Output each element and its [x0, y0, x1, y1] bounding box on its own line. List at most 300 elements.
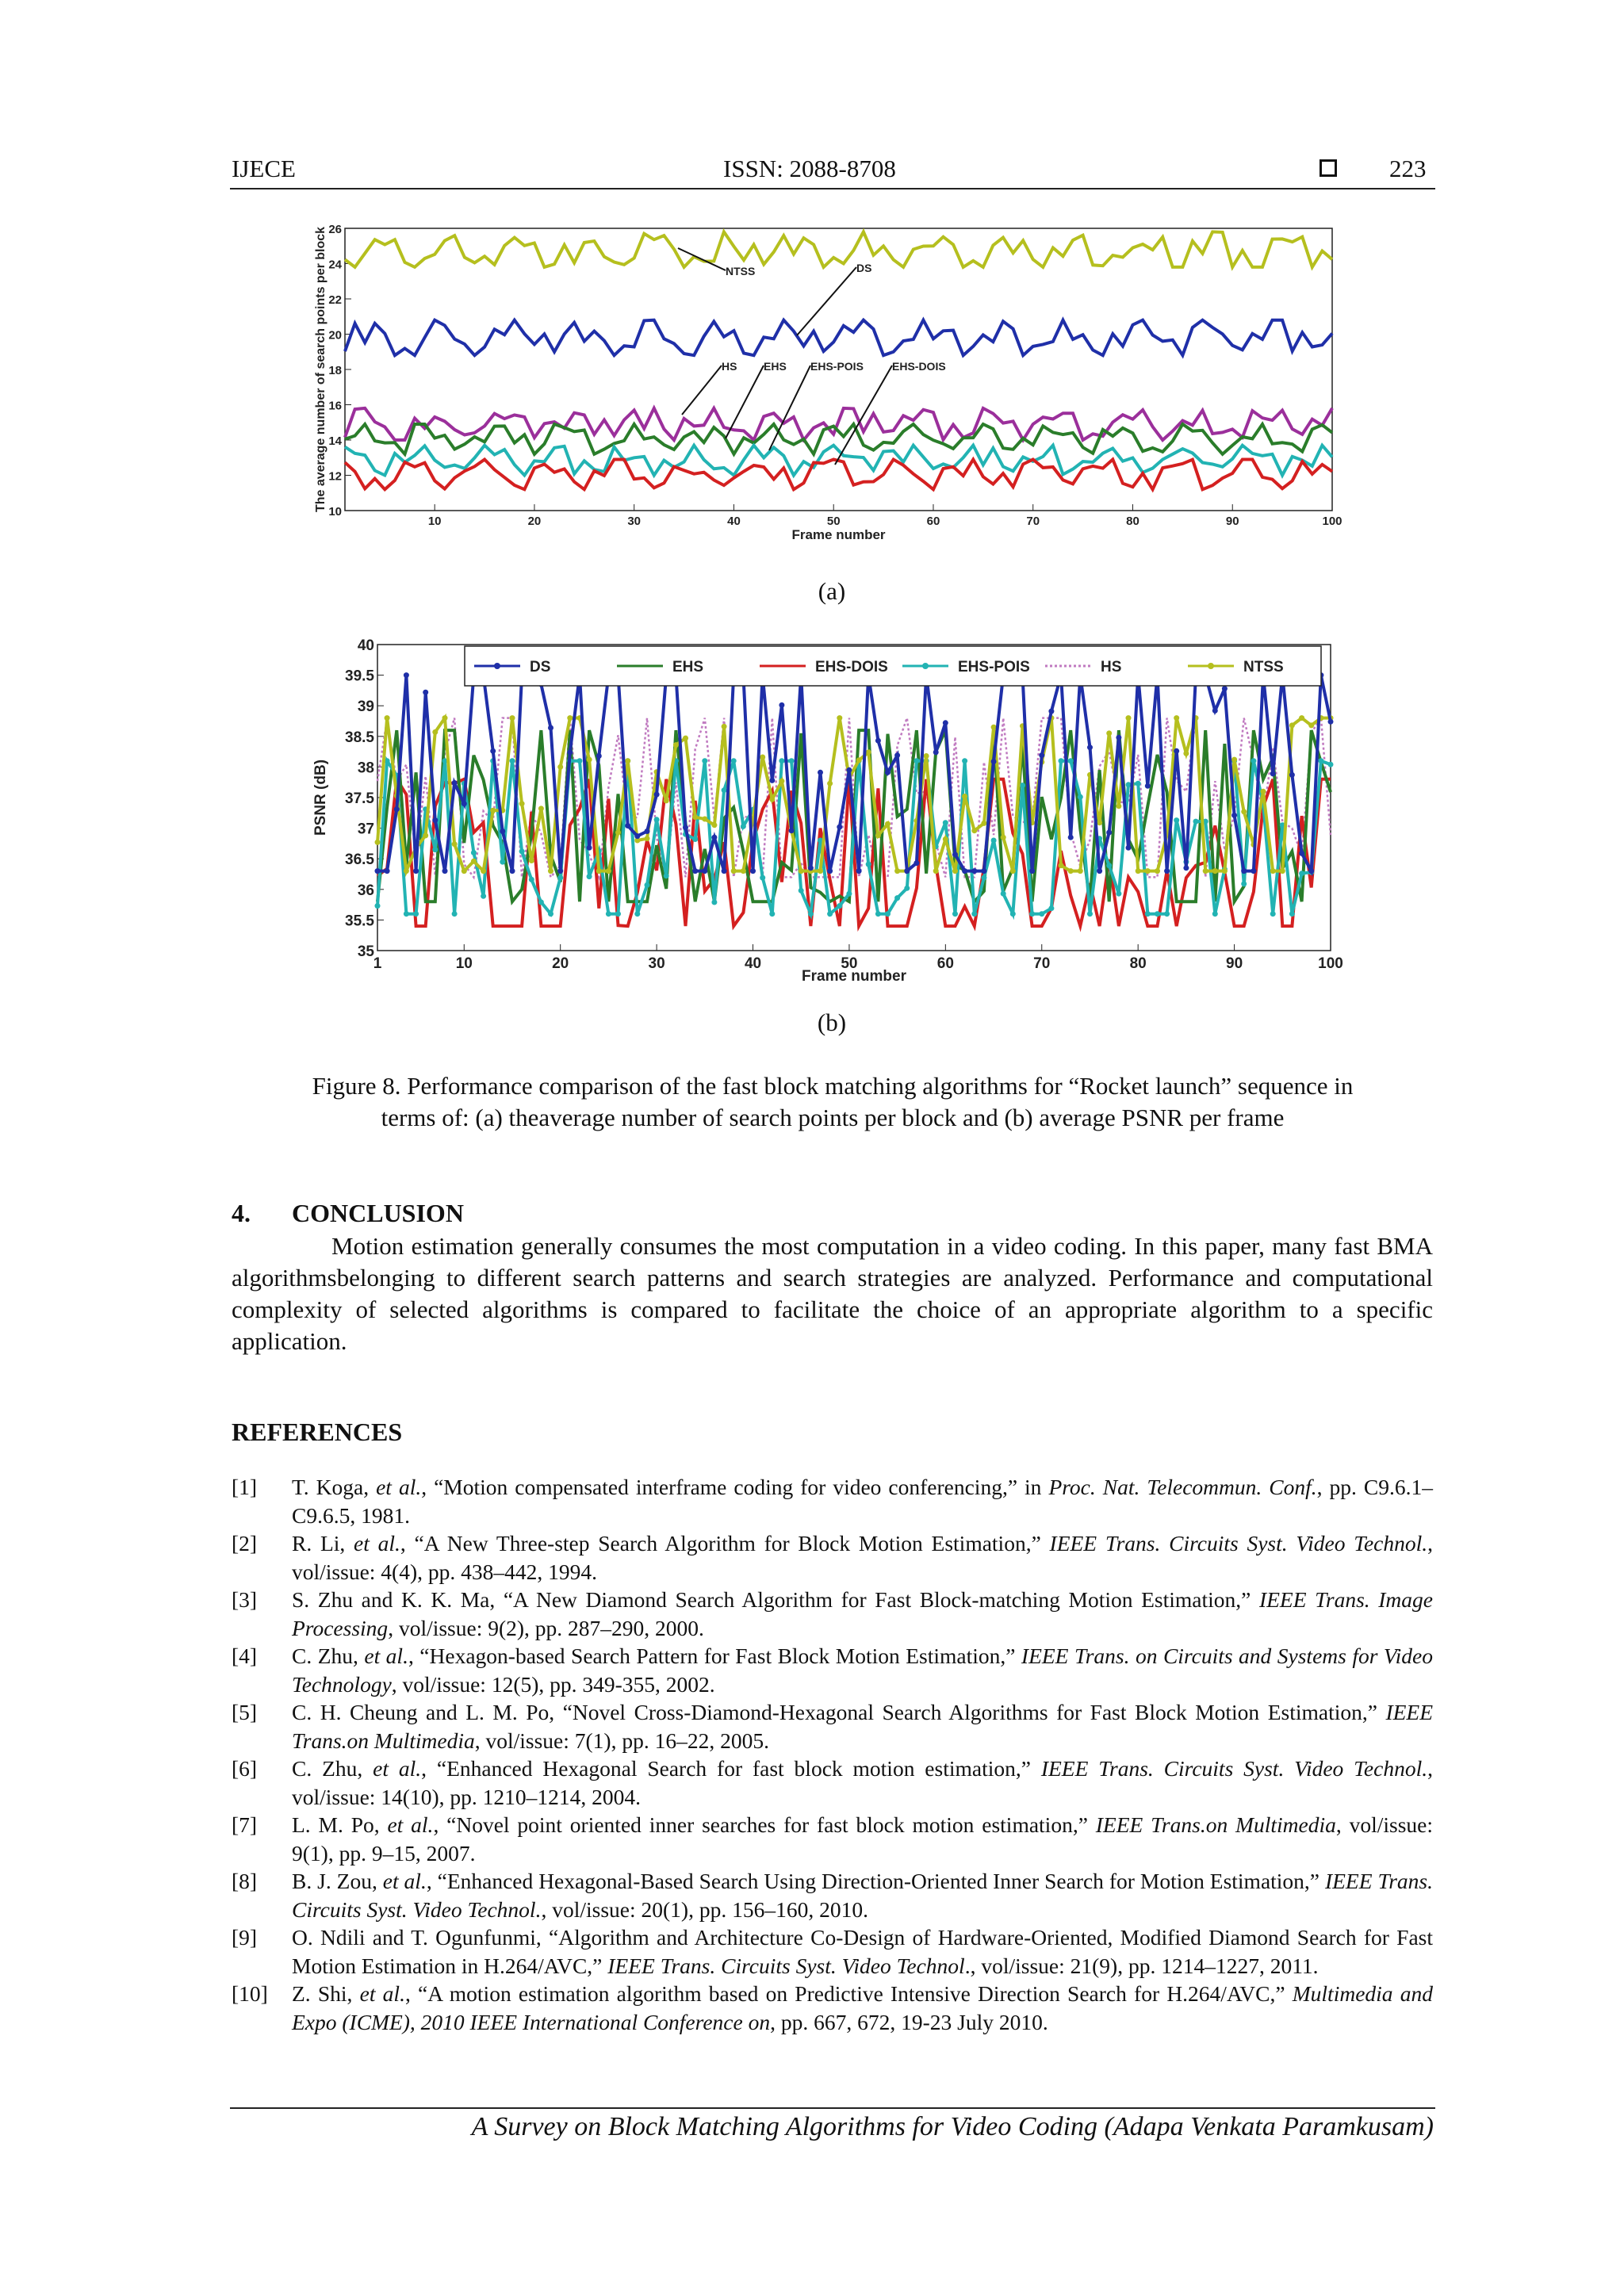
data-point-ds [933, 749, 939, 755]
data-point-ds [654, 792, 660, 798]
reference-number: [2] [232, 1531, 258, 1556]
x-tick-label: 100 [1322, 515, 1342, 528]
footer-title: A Survey on Block Matching Algorithms for Video Coding (Adapa Venkata Paramkusam) [471, 2112, 1434, 2141]
data-point-ds [1174, 748, 1179, 754]
x-tick-label: 20 [552, 955, 569, 972]
data-point-ehs-pois [615, 911, 621, 916]
data-point-ds [1068, 835, 1074, 840]
data-point-ntss [538, 806, 544, 811]
data-point-ntss [404, 868, 409, 874]
data-point-ds [1048, 709, 1054, 714]
x-tick-label: 10 [427, 515, 442, 528]
data-point-ntss [1231, 757, 1237, 763]
y-tick-label: 24 [328, 258, 342, 272]
footer-rule [230, 2107, 1435, 2109]
section-number: 4. [232, 1199, 251, 1227]
reference-number: [1] [232, 1475, 258, 1499]
data-point-ehs-pois [1164, 911, 1170, 916]
data-point-ntss [711, 822, 717, 828]
reference-item [232, 1923, 1433, 1980]
data-point-ds [625, 823, 630, 828]
data-point-ntss [510, 715, 515, 721]
data-point-ds [1126, 845, 1132, 851]
data-point-ntss [1222, 868, 1228, 874]
x-tick-label: 60 [926, 515, 940, 528]
reference-text: C. H. Cheung and L. M. Po, “Novel Cross-Diamond-Hexagonal Search Algorithms for Fast Block Motion Estimation,” [292, 1700, 1386, 1724]
data-point-ds [596, 753, 602, 759]
data-point-ds [1087, 744, 1093, 750]
section-title: CONCLUSION [292, 1199, 464, 1227]
data-point-ntss [1270, 868, 1276, 874]
data-point-ntss [567, 715, 573, 721]
data-point-ntss [731, 868, 737, 874]
data-point-ds [500, 828, 505, 834]
data-point-ds [991, 759, 997, 764]
x-tick-label: 80 [1129, 955, 1147, 972]
data-point-ehs-pois [1136, 781, 1141, 786]
data-point-ntss [462, 868, 467, 874]
conclusion-body: Motion estimation generally consumes the most computation in a video coding. In this paper, many fast BMA algorithmsbelonging to different search patterns and search strategies are analyzed. Performance and computational complexity of selected algorithms is compared to facilitate the choice of an appropriate algorithm to a specific application. [232, 1232, 1433, 1355]
x-tick-label: 40 [727, 515, 741, 528]
reference-item [232, 1642, 1433, 1698]
data-point-ehs-pois [1039, 911, 1044, 916]
x-tick-label: 90 [1226, 955, 1243, 972]
square-bullet-icon [1320, 159, 1337, 177]
data-point-ehs-pois [1001, 891, 1006, 897]
reference-item [232, 1980, 1433, 2036]
data-point-ds [856, 868, 862, 874]
data-point-ds [1270, 771, 1276, 776]
legend-marker [922, 663, 929, 669]
data-point-ntss [1241, 809, 1247, 814]
annotation-label: NTSS [726, 265, 756, 277]
data-point-ds [1116, 735, 1121, 740]
reference-italic-text: IEEE Trans. Circuits Syst. Video Technol. [1040, 1756, 1428, 1781]
reference-number: [6] [232, 1756, 258, 1781]
reference-item [232, 1867, 1433, 1923]
data-point-ehs-pois [789, 758, 795, 763]
data-point-ds [914, 860, 919, 866]
x-tick-label: 10 [455, 955, 473, 972]
y-tick-label: 39.5 [345, 668, 374, 685]
data-point-ntss [943, 836, 948, 842]
data-point-ntss [924, 753, 929, 759]
data-point-ehs-pois [664, 873, 669, 878]
data-point-ntss [933, 868, 939, 874]
data-point-ehs-pois [1193, 819, 1199, 825]
data-point-ds [1289, 772, 1295, 778]
data-point-ntss [1280, 868, 1285, 874]
data-point-ds [683, 825, 688, 830]
reference-item [232, 1811, 1433, 1867]
figure-sublabel-b: (b) [817, 1008, 847, 1036]
reference-list [232, 1473, 1433, 2036]
data-point-ds [1212, 708, 1218, 714]
data-point-ehs-pois [808, 911, 814, 916]
data-point-ehs-pois [606, 911, 611, 916]
data-point-ds [452, 780, 458, 786]
legend-label: EHS-DOIS [815, 659, 888, 675]
data-point-ntss [875, 832, 881, 838]
data-point-ehs-pois [904, 886, 910, 891]
data-point-ds [645, 828, 650, 834]
references-heading: REFERENCES [232, 1418, 403, 1446]
data-point-ntss [442, 715, 448, 721]
reference-number: [10] [232, 1981, 268, 2006]
x-tick-label: 100 [1318, 955, 1343, 972]
data-point-ntss [375, 840, 381, 845]
data-point-ds [1251, 868, 1256, 874]
data-point-ds [952, 851, 958, 857]
data-point-ehs-pois [760, 875, 765, 881]
data-point-ehs-pois [885, 911, 891, 916]
data-point-ntss [1068, 868, 1074, 874]
reference-italic-text: IEEE Trans. Image Processing [292, 1587, 1433, 1640]
data-point-ntss [548, 868, 553, 874]
x-tick-label: 40 [744, 955, 762, 972]
legend-label: EHS-POIS [958, 659, 1030, 675]
y-axis-label: PSNR (dB) [312, 759, 329, 836]
data-point-ehs-pois [577, 758, 583, 763]
reference-text: T. Koga, [292, 1475, 377, 1499]
data-point-ehs-pois [413, 911, 419, 916]
data-point-ds [943, 720, 948, 725]
reference-text: , “Novel point oriented inner searches for fast block motion estimation,” [433, 1812, 1096, 1837]
data-point-ntss [1097, 820, 1102, 825]
data-point-ds [769, 778, 775, 783]
y-tick-label: 20 [328, 328, 342, 342]
reference-italic-text: et al. [376, 1475, 422, 1499]
data-point-ehs-pois [1048, 905, 1054, 911]
data-point-ds [375, 868, 381, 874]
data-point-ehs-pois [1106, 863, 1112, 868]
legend-marker [1208, 663, 1214, 669]
data-point-ntss [894, 868, 900, 874]
data-point-ehs-pois [1087, 911, 1093, 916]
x-tick-label: 1 [373, 955, 382, 972]
legend-label: EHS [672, 659, 704, 675]
y-tick-label: 35 [357, 943, 374, 960]
data-point-ehs-pois [1289, 911, 1295, 916]
reference-text: , vol/issue: 7(1), pp. 16–22, 2005. [474, 1728, 769, 1753]
data-point-ehs-pois [692, 836, 698, 842]
data-point-ntss [1261, 789, 1266, 794]
data-point-ehs-pois [866, 862, 871, 867]
data-point-ntss [981, 821, 986, 826]
data-point-ehs-pois [991, 838, 997, 844]
data-point-ds [818, 770, 823, 775]
data-point-ehs-pois [837, 903, 842, 909]
reference-item [232, 1755, 1433, 1811]
data-point-ds [846, 767, 852, 773]
reference-item [232, 1698, 1433, 1755]
data-point-ntss [557, 764, 563, 770]
data-point-ehs-pois [1328, 762, 1334, 767]
y-axis-label: The average number of search points per block [314, 226, 327, 513]
data-point-ntss [1203, 868, 1208, 874]
data-point-ds [548, 725, 553, 731]
data-point-ehs-pois [1078, 794, 1083, 800]
data-point-ehs-pois [769, 911, 775, 916]
data-point-ntss [606, 868, 611, 874]
data-point-ds [557, 868, 563, 874]
reference-text: , pp. 667, 672, 19-23 July 2010. [770, 2009, 1048, 2034]
legend-label: HS [1101, 659, 1122, 675]
reference-italic-text: IEEE Trans. on Circuits and Systems for Video Technology [292, 1644, 1433, 1697]
reference-italic-text: IEEE Trans. Circuits Syst. Video Technol. [1049, 1531, 1428, 1556]
data-point-ds [634, 833, 640, 839]
data-point-ds [808, 865, 814, 871]
data-point-ntss [519, 801, 525, 806]
data-point-ehs-pois [510, 758, 515, 763]
data-point-ntss [818, 868, 823, 874]
data-point-ds [779, 702, 784, 708]
data-point-ds [413, 868, 419, 874]
data-point-ntss [432, 729, 438, 735]
data-point-ds [971, 868, 977, 874]
y-tick-label: 39 [357, 698, 374, 716]
data-point-ehs-pois [846, 891, 852, 897]
y-tick-label: 35.5 [345, 913, 374, 930]
reference-text: , vol/issue: 9(2), pp. 287–290, 2000. [388, 1615, 704, 1640]
data-point-ehs-pois [894, 895, 900, 901]
data-point-ntss [722, 724, 727, 729]
x-tick-label: 50 [826, 515, 841, 528]
y-tick-label: 26 [328, 223, 342, 236]
data-point-ntss [702, 817, 707, 822]
data-point-ehs-pois [1241, 881, 1247, 886]
data-point-ntss [837, 715, 842, 721]
data-point-ehs-pois [779, 758, 784, 763]
data-point-ehs-pois [711, 900, 717, 905]
x-tick-label: 20 [527, 515, 542, 528]
data-point-ntss [490, 808, 496, 813]
reference-item [232, 1529, 1433, 1586]
reference-italic-text: Proc. Nat. Telecommun. Conf. [1048, 1475, 1317, 1499]
x-tick-label: 60 [936, 955, 954, 972]
reference-text: R. Li, [292, 1531, 354, 1556]
data-point-ntss [452, 841, 458, 847]
data-point-ds [1145, 783, 1151, 789]
data-point-ehs-pois [1145, 911, 1151, 916]
x-axis-label: Frame number [802, 968, 906, 985]
data-point-ds [702, 868, 707, 874]
data-point-ehs-pois [981, 875, 986, 881]
caption-line-1: Figure 8. Performance comparison of the fast block matching algorithms for “Rocket launch” sequence in [312, 1072, 1354, 1100]
data-point-ntss [1174, 715, 1179, 721]
data-point-ds [1183, 865, 1189, 871]
y-tick-label: 12 [328, 469, 342, 484]
reference-text: C. Zhu, [292, 1644, 365, 1668]
data-point-ntss [423, 832, 428, 838]
data-point-ntss [971, 828, 977, 833]
data-point-ehs-pois [452, 911, 458, 916]
data-point-ehs-pois [471, 850, 477, 855]
data-point-ds [510, 868, 515, 874]
reference-text: , “Hexagon-based Search Pattern for Fast Block Motion Estimation,” [408, 1644, 1021, 1668]
data-point-ehs-pois [654, 817, 660, 822]
annotation-label: DS [856, 262, 872, 274]
data-point-ehs-pois [722, 787, 727, 793]
data-point-ehs-pois [741, 824, 746, 829]
reference-text: , vol/issue: 9(1), pp. 9–15, 2007. [292, 1812, 1433, 1866]
data-point-ntss [1145, 868, 1151, 874]
data-point-ntss [1183, 751, 1189, 756]
data-point-ds [1164, 868, 1170, 874]
issn: ISSN: 2088-8708 [723, 155, 896, 182]
y-tick-label: 22 [328, 293, 342, 307]
data-point-ehs-pois [1068, 758, 1074, 763]
data-point-ehs-pois [587, 874, 592, 879]
data-point-ehs-pois [1212, 911, 1218, 916]
x-tick-label: 30 [627, 515, 642, 528]
data-point-ehs-pois [827, 911, 833, 916]
data-point-ntss [664, 798, 669, 803]
data-point-ntss [625, 758, 630, 763]
reference-text: , vol/issue: 4(4), pp. 438–442, 1994. [292, 1531, 1434, 1584]
data-point-ds [394, 806, 400, 812]
y-tick-label: 36 [357, 882, 374, 899]
data-point-ds [837, 825, 842, 830]
reference-italic-text: IEEE Trans.on Multimedia [292, 1700, 1433, 1753]
caption-line-2: terms of: (a) theaverage number of search points per block and (b) average PSNR per frame [381, 1104, 1285, 1131]
data-point-ds [385, 868, 390, 874]
y-tick-label: 40 [357, 637, 374, 654]
data-point-ds [1231, 813, 1237, 818]
data-point-ds [981, 868, 986, 874]
data-point-ehs-pois [731, 758, 737, 763]
page-number: 223 [1389, 155, 1427, 182]
data-point-ntss [673, 742, 679, 748]
data-point-ds [904, 868, 910, 874]
y-tick-label: 38.5 [345, 729, 374, 746]
legend-label: DS [530, 659, 551, 675]
data-point-ntss [481, 868, 486, 874]
reference-text: , “A motion estimation algorithm based on Predictive Intensive Direction Search for H.264/AVC,” [404, 1981, 1293, 2006]
data-point-ehs-pois [914, 758, 919, 763]
x-tick-label: 50 [841, 955, 858, 972]
conclusion-heading [232, 1199, 464, 1228]
reference-text: L. M. Po, [292, 1812, 388, 1837]
data-point-ntss [1308, 722, 1314, 728]
annotation-label: EHS-DOIS [892, 360, 946, 373]
x-tick-label: 80 [1126, 515, 1139, 528]
data-point-ds [750, 868, 756, 874]
data-point-ntss [1106, 730, 1112, 736]
annotation-label: HS [722, 360, 737, 373]
y-tick-label: 36.5 [345, 851, 374, 869]
data-point-ds [404, 672, 409, 678]
data-point-ds [1097, 868, 1102, 874]
chart-b [301, 630, 1364, 985]
data-point-ds [885, 770, 891, 775]
reference-text: , vol/issue: 14(10), pp. 1210–1214, 2004. [292, 1756, 1433, 1809]
data-point-ntss [962, 794, 967, 799]
annotation-label: EHS [764, 360, 787, 373]
data-point-ds [827, 868, 833, 874]
data-point-ntss [760, 755, 765, 760]
legend-label: NTSS [1243, 659, 1284, 675]
data-point-ehs-pois [702, 758, 707, 763]
data-point-ntss [529, 858, 534, 863]
y-tick-label: 10 [328, 505, 342, 519]
y-tick-label: 37.5 [345, 790, 374, 807]
data-point-ehs-pois [548, 911, 553, 916]
data-point-ntss [1001, 835, 1006, 840]
data-point-ds [875, 738, 881, 744]
figure-caption [238, 1070, 1427, 1134]
data-point-ntss [471, 859, 477, 864]
reference-italic-text: IEEE Trans. Circuits Syst. Video Technol. [292, 1869, 1433, 1922]
figure-sublabel-a: (a) [818, 577, 846, 605]
data-point-ds [1299, 851, 1304, 856]
data-point-ds [423, 690, 428, 695]
data-point-ntss [779, 779, 784, 784]
x-tick-label: 90 [1225, 515, 1239, 528]
reference-italic-text: Multimedia and Expo (ICME), 2010 IEEE International Conference on [292, 1981, 1433, 2034]
data-point-ntss [615, 830, 621, 836]
data-point-ds [692, 868, 698, 874]
reference-text: , “Enhanced Hexagonal-Based Search Using Direction-Oriented Inner Search for Motion Estimation,” [426, 1869, 1325, 1893]
data-point-ntss [1212, 868, 1218, 874]
data-point-ntss [683, 736, 688, 741]
reference-text: B. J. Zou, [292, 1869, 383, 1893]
data-point-ehs-pois [519, 848, 525, 854]
data-point-ntss [1078, 868, 1083, 874]
data-point-ds [1106, 830, 1112, 836]
data-point-ntss [385, 715, 390, 721]
data-point-ds [1328, 719, 1334, 725]
data-point-ehs-pois [529, 877, 534, 882]
legend-marker [494, 663, 500, 669]
data-point-ehs-pois [1010, 911, 1016, 916]
data-point-ntss [1126, 715, 1132, 721]
data-point-ehs-pois [875, 911, 881, 916]
x-axis-label: Frame number [791, 527, 886, 542]
y-tick-label: 16 [328, 399, 342, 413]
reference-text: C. Zhu, [292, 1756, 373, 1781]
reference-item [232, 1473, 1433, 1529]
reference-italic-text: IEEE Trans.on Multimedia [1095, 1812, 1336, 1837]
data-point-ehs-pois [538, 900, 544, 905]
data-point-ntss [856, 757, 862, 763]
data-point-ehs-pois [500, 859, 505, 865]
data-point-ntss [769, 797, 775, 802]
x-tick-label: 30 [648, 955, 665, 972]
data-point-ds [442, 868, 448, 874]
data-point-ds [432, 817, 438, 823]
data-point-ntss [991, 725, 997, 730]
y-tick-label: 38 [357, 760, 374, 777]
data-point-ntss [1010, 868, 1016, 874]
data-point-ds [1039, 752, 1044, 758]
data-point-ehs-pois [952, 911, 958, 916]
data-point-ehs-pois [1270, 911, 1276, 916]
data-point-ehs-pois [432, 847, 438, 852]
data-point-ds [789, 828, 795, 833]
reference-item [232, 1586, 1433, 1642]
data-point-ntss [1059, 863, 1064, 868]
data-point-ntss [1289, 722, 1295, 728]
data-point-ntss [1116, 803, 1121, 809]
data-point-ehs-pois [404, 911, 409, 916]
data-point-ds [567, 749, 573, 755]
reference-italic-text: et al. [359, 1981, 405, 2006]
data-point-ehs-pois [943, 820, 948, 825]
data-point-ntss [1155, 868, 1160, 874]
x-tick-label: 70 [1026, 515, 1040, 528]
data-point-ntss [587, 757, 592, 763]
